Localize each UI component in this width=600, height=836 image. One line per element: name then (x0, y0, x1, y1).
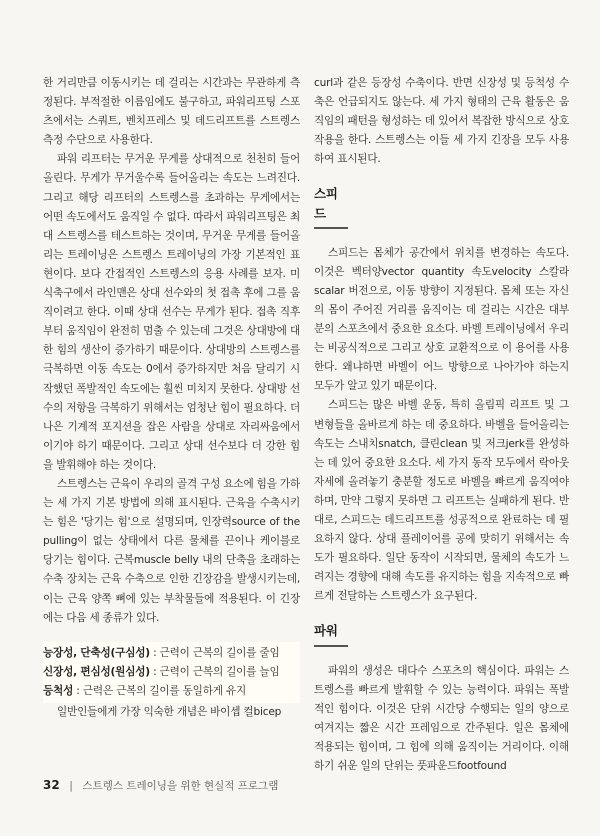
right-column (314, 74, 569, 776)
section-heading-power: 파워 (314, 621, 348, 646)
contraction-definitions (43, 642, 300, 703)
left-paragraph-3: 스트렝스는 근육이 우리의 골격 구성 요소에 힘을 가하는 세 가지 기본 방법에 의해 표시된다. 근육을 수축시키는 힘은 '당기는 힘'으로 설명되며, 인장력source of the pulling이 없는 상태에서 다른 물체를 끈이나 케이블로 당기는 힘이다. 근복muscle belly 내의 단축을 초래하는 수축 장치는 근육 수축으로 인한 긴장감을 발생시키는데, 이는 근육 양쪽 뼈에 있는 부착물들에 적용된다. 이 긴장에는 다음 세 종류가 있다. (43, 477, 300, 624)
left-column (43, 74, 300, 722)
definition-concentric (43, 644, 300, 663)
page-footer (43, 778, 278, 793)
left-paragraph-1: 한 거리만큼 이동시키는 데 걸리는 시간과는 무관하게 측정된다. 부적절한 이름임에도 불구하고, 파워리프팅 스포츠에서는 스쿼트, 벤치프레스 및 데드리프트를 스트렝스 측정 수단으로 사용한다. (43, 77, 300, 147)
book-title: 스트렝스 트레이닝을 위한 현실적 프로그램 (82, 780, 279, 792)
page-number: 32 (43, 778, 60, 792)
definition-term: 등척성 (43, 684, 74, 697)
definition-desc: : 근력이 근복의 길이를 줄임 (153, 646, 280, 659)
definition-desc: : 근력은 근복의 길이를 동일하게 유지 (76, 684, 246, 697)
left-paragraph-2: 파워 리프터는 무거운 무게를 상대적으로 천천히 들어올린다. 무게가 무거울수록 들어올리는 속도는 느려진다. 그리고 해당 리프터의 스트렝스를 초과하는 무게에서는 어떤 속도에서도 움직일 수 없다. 따라서 파워리프팅은 최대 스트렝스를 테스트하는 것이며, 무거운 무게를 들어올리는 트레이닝은 스트렝스 트레이닝의 가장 기본적인 표현이다. 보다 간접적인 스트렝스의 응용 사례를 보자. 미식축구에서 라인맨은 상대 선수와의 첫 접촉 후에 그를 움직이려고 한다. 이때 상대 선수는 무게가 된다. 접촉 직후부터 움직임이 완전히 멈출 수 있는데 그것은 상대방에 대한 힘의 생산이 증가하기 때문이다. 상대방의 스트렝스를 극복하면 이동 속도는 0에서 증가하지만 처음 달리기 시작했던 폭발적인 속도에는 훨씬 미치지 못한다. 상대방 선수의 저항을 극복하기 위해서는 엄청난 힘이 필요하다. 더 나은 기계적 포지션을 잡은 사람을 상대로 자리싸움에서 이기야 하기 때문이다. 그리고 상대 선수보다 더 강한 힘을 발휘해야 하는 것이다. (43, 153, 300, 471)
footer-separator: | (69, 779, 73, 792)
right-paragraph-1: curl과 같은 등장성 수축이다. 반면 신장성 및 등척성 수축은 언급되지도 않는다. 세 가지 형태의 근육 활동은 움직임의 패턴을 형성하는 데 있어서 복잡한 방식으로 상호작용을 한다. 스트렝스는 이들 세 가지 긴장을 모두 사용하여 표시된다. (314, 77, 569, 166)
definition-eccentric (43, 663, 300, 682)
definition-term: 능장성, 단축성(구심성) (43, 646, 150, 659)
section-heading-speed: 스피드 (314, 184, 348, 228)
left-paragraph-4: 일반인들에게 가장 익숙한 개념은 바이셉 컬bicep (57, 706, 282, 718)
right-paragraph-2: 스피드는 몸체가 공간에서 위치를 변경하는 속도다. 이것은 벡터양vector quantity 속도velocity 스칼라scalar 버전으로, 이동 방향이 지정된다. 몸체 또는 자신의 몸이 주어진 거리를 움직이는 데 걸리는 시간은 대부분의 스포츠에서 중요한 요소다. 바벨 트레이닝에서 우리는 비공식적으로 그리고 상호 교환적으로 이 용어를 사용한다. 왜냐하면 바벨이 어느 방향으로 나아가야 하는지 모두가 알고 있기 때문이다. (314, 246, 569, 393)
definition-isometric (43, 682, 300, 701)
right-paragraph-3: 스피드는 많은 바벨 운동, 특히 올림픽 리프트 및 그 변형들을 올바르게 하는 데 중요하다. 바벨을 들어올리는 속도는 스내치snatch, 클린clean 및 저크jerk를 완성하는 데 있어 중요한 요소다. 세 가지 동작 모두에서 락아웃 자세에 올려놓기 충분할 정도로 바벨을 빠르게 움직여야 하며, 만약 그렇지 못하면 그 리프트는 실패하게 된다. 반대로, 스피드는 데드리프트를 성공적으로 완료하는 데 필요하지 않다. 상대 플레이어를 공에 맞히기 위해서는 속도가 필요하다. 일단 동작이 시작되면, 물체의 속도가 느려지는 경향에 대해 속도를 유지하는 힘을 지속적으로 빠르게 전달하는 스트렝스가 요구된다. (314, 399, 569, 603)
definition-term: 신장성, 편심성(원심성) (43, 665, 150, 678)
definition-desc: : 근력이 근복의 길이를 늘임 (153, 665, 280, 678)
right-paragraph-4: 파워의 생성은 대다수 스포츠의 핵심이다. 파워는 스트렝스를 빠르게 발휘할 수 있는 능력이다. 파워는 폭발적인 힘이다. 이것은 단위 시간당 수행되는 일의 양으로 여겨지는 짧은 시간 프레임으로 간주된다. 일은 몸체에 적용되는 힘이며, 그 힘에 의해 움직이는 거리이다. 이해하기 쉬운 일의 단위는 풋파운드footfound (314, 664, 569, 772)
